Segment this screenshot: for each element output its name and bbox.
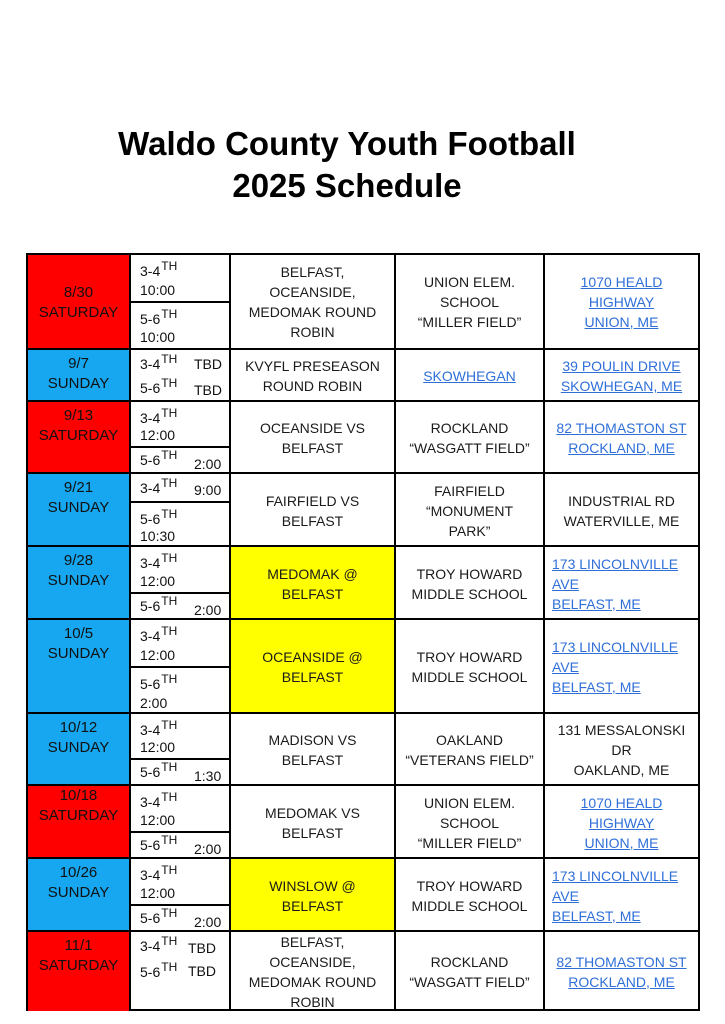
date: 9/28	[63, 552, 94, 569]
age-group: 5-6	[140, 380, 161, 396]
date-cell	[28, 859, 131, 932]
age-suffix: TH	[161, 934, 178, 948]
date: 9/13	[63, 407, 94, 424]
venue-cell	[396, 350, 545, 402]
address-cell	[545, 547, 698, 620]
address-cell	[545, 932, 698, 1011]
date-cell	[28, 350, 131, 402]
time-slot-3-4	[131, 859, 229, 904]
address: 131 MESSALONSKI DR OAKLAND, ME	[557, 722, 686, 778]
times-cell	[131, 620, 231, 714]
time-slot-5-6	[131, 666, 229, 714]
date: 9/7	[68, 355, 89, 372]
day: SUNDAY	[47, 375, 110, 392]
matchup: FAIRFIELD VS BELFAST	[265, 492, 360, 529]
venue: ROCKLAND “WASGATT FIELD”	[409, 420, 530, 456]
time-slot-3-4	[131, 786, 229, 831]
schedule-row	[28, 712, 698, 786]
day: SUNDAY	[47, 499, 110, 516]
times-cell	[131, 932, 231, 1011]
date-cell	[28, 786, 131, 859]
schedule-row	[28, 545, 698, 620]
address-cell	[545, 474, 698, 547]
time-slot-3-4	[131, 474, 229, 501]
address-link[interactable]: 39 POULIN DRIVE SKOWHEGAN, ME	[560, 358, 683, 394]
date: 10/18	[59, 787, 98, 804]
venue-cell	[396, 474, 545, 547]
date: 10/12	[59, 719, 98, 736]
kickoff-time: 2:00	[194, 456, 222, 472]
address-cell	[545, 402, 698, 474]
day: SATURDAY	[38, 427, 119, 444]
schedule-row	[28, 784, 698, 859]
kickoff-time: TBD	[194, 382, 222, 398]
day: SUNDAY	[47, 884, 110, 901]
times-cell	[131, 474, 231, 547]
address-cell	[545, 859, 698, 932]
age-suffix: TH	[161, 476, 178, 490]
venue: ROCKLAND “WASGATT FIELD”	[409, 953, 530, 990]
venue-cell	[396, 932, 545, 1011]
date-cell	[28, 620, 131, 714]
age-suffix: TH	[161, 672, 178, 686]
time-slot-5-6	[131, 758, 229, 786]
address-link[interactable]: 173 LINCOLNVILLE AVE BELFAST, ME	[552, 639, 679, 695]
venue: FAIRFIELD “MONUMENT PARK”	[425, 482, 514, 539]
kickoff-time: 1:30	[194, 768, 222, 784]
age-suffix: TH	[161, 306, 178, 321]
age-suffix: TH	[161, 863, 178, 877]
schedule-row	[28, 348, 698, 402]
age-suffix: TH	[161, 259, 178, 273]
date: 11/1	[64, 937, 93, 954]
age-suffix: TH	[161, 960, 178, 974]
matchup: MEDOMAK VS BELFAST	[265, 804, 360, 841]
venue-cell	[396, 786, 545, 859]
kickoff-time: 10:30	[140, 528, 176, 544]
matchup-cell	[231, 786, 396, 859]
venue: UNION ELEM. SCHOOL “MILLER FIELD”	[417, 794, 522, 851]
day: SATURDAY	[38, 807, 119, 824]
address-cell	[545, 786, 698, 859]
day: SATURDAY	[38, 957, 119, 974]
venue-link[interactable]: SKOWHEGAN	[423, 368, 516, 384]
time-slot-3-4	[131, 714, 229, 758]
kickoff-time: TBD	[188, 963, 216, 979]
age-group: 3-4	[140, 555, 161, 571]
date-cell	[28, 932, 131, 1011]
times-cell	[131, 547, 231, 620]
date: 10/5	[63, 625, 94, 642]
matchup: KVYFL PRESEASON ROUND ROBIN	[245, 358, 380, 394]
times-cell	[131, 859, 231, 932]
matchup: BELFAST, OCEANSIDE, MEDOMAK ROUND ROBIN	[248, 263, 377, 340]
age-group: 3-4	[140, 480, 161, 496]
date: 10/26	[59, 864, 98, 881]
age-group: 3-4	[140, 938, 161, 954]
matchup: MADISON VS BELFAST	[268, 732, 357, 768]
venue-cell	[396, 620, 545, 714]
age-suffix: TH	[161, 624, 178, 638]
age-suffix: TH	[161, 352, 178, 366]
age-group: 5-6	[140, 510, 161, 527]
schedule-subtitle: 2025 Schedule	[232, 167, 462, 204]
venue-cell	[396, 255, 545, 348]
address: INDUSTRIAL RD WATERVILLE, ME	[563, 492, 680, 529]
address-cell	[545, 255, 698, 348]
age-group: 3-4	[140, 628, 161, 644]
day: SUNDAY	[47, 645, 110, 662]
time-slot-3-4	[131, 350, 229, 376]
age-suffix: TH	[161, 593, 178, 608]
kickoff-time: 12:00	[140, 739, 176, 756]
day: SUNDAY	[47, 572, 110, 589]
time-slot-3-4	[131, 932, 229, 958]
schedule-row	[28, 930, 698, 1011]
venue-cell	[396, 402, 545, 474]
matchup-cell	[231, 402, 396, 474]
address-cell	[545, 714, 698, 786]
kickoff-time: 2:00	[194, 602, 222, 618]
age-group: 3-4	[140, 722, 161, 738]
time-slot-5-6	[131, 376, 229, 402]
time-slot-5-6	[131, 301, 229, 349]
age-suffix: TH	[161, 551, 178, 565]
time-slot-5-6	[131, 592, 229, 620]
time-slot-3-4	[131, 255, 229, 301]
date: 8/30	[63, 284, 94, 301]
age-suffix: TH	[161, 406, 178, 420]
venue: TROY HOWARD MIDDLE SCHOOL	[411, 649, 528, 685]
schedule-row	[28, 400, 698, 474]
matchup: OCEANSIDE @ BELFAST	[262, 649, 363, 685]
age-group: 5-6	[140, 764, 161, 781]
time-slot-5-6	[131, 501, 229, 547]
times-cell	[131, 786, 231, 859]
kickoff-time: 12:00	[140, 647, 176, 663]
address-cell	[545, 350, 698, 402]
times-cell	[131, 350, 231, 402]
matchup-cell	[231, 255, 396, 348]
kickoff-time: 12:00	[140, 572, 176, 589]
age-group: 5-6	[140, 310, 161, 327]
address-link[interactable]: 1070 HEALD HIGHWAY UNION, ME	[580, 273, 663, 330]
age-suffix: TH	[161, 448, 178, 463]
kickoff-time: 12:00	[140, 427, 176, 444]
schedule-title: Waldo County Youth Football	[118, 125, 576, 162]
time-slot-3-4	[131, 620, 229, 666]
age-group: 3-4	[140, 263, 161, 279]
kickoff-time: 2:00	[140, 695, 168, 711]
kickoff-time: 10:00	[140, 329, 176, 345]
age-suffix: TH	[161, 832, 178, 847]
address-link[interactable]: 82 THOMASTON ST ROCKLAND, ME	[556, 420, 687, 456]
day: SUNDAY	[47, 739, 110, 756]
kickoff-time: 12:00	[140, 811, 176, 828]
date-cell	[28, 547, 131, 620]
age-group: 3-4	[140, 356, 161, 372]
matchup: OCEANSIDE VS BELFAST	[259, 420, 366, 456]
age-suffix: TH	[161, 718, 178, 732]
age-suffix: TH	[161, 506, 178, 521]
schedule-row	[28, 857, 698, 932]
kickoff-time: 9:00	[194, 481, 222, 498]
time-slot-3-4	[131, 547, 229, 592]
age-group: 3-4	[140, 867, 161, 883]
time-slot-5-6	[131, 904, 229, 932]
age-suffix: TH	[161, 790, 178, 804]
times-cell	[131, 255, 231, 348]
age-suffix: TH	[161, 760, 178, 775]
date-cell	[28, 402, 131, 474]
age-group: 5-6	[140, 964, 161, 980]
matchup: MEDOMAK @ BELFAST	[267, 565, 358, 602]
kickoff-time: 2:00	[194, 841, 222, 857]
age-suffix: TH	[161, 905, 178, 920]
matchup-cell-home	[231, 547, 396, 620]
schedule-row	[28, 255, 698, 348]
age-group: 5-6	[140, 836, 161, 853]
schedule-row	[28, 472, 698, 547]
time-slot-5-6	[131, 446, 229, 474]
venue: OAKLAND “VETERANS FIELD”	[405, 732, 534, 768]
kickoff-time: 2:00	[194, 914, 222, 930]
age-group: 5-6	[140, 909, 161, 926]
kickoff-time: TBD	[194, 356, 222, 372]
venue-cell	[396, 547, 545, 620]
age-suffix: TH	[161, 376, 178, 390]
address-link[interactable]: 82 THOMASTON ST ROCKLAND, ME	[556, 953, 687, 990]
matchup: WINSLOW @ BELFAST	[269, 877, 356, 914]
kickoff-time: TBD	[188, 940, 216, 956]
time-slot-5-6	[131, 958, 229, 1011]
venue-cell	[396, 859, 545, 932]
venue: TROY HOWARD MIDDLE SCHOOL	[411, 877, 528, 914]
age-group: 5-6	[140, 452, 161, 469]
time-slot-5-6	[131, 831, 229, 859]
age-group: 5-6	[140, 597, 161, 614]
venue: UNION ELEM. SCHOOL “MILLER FIELD”	[417, 273, 522, 330]
venue-cell	[396, 714, 545, 786]
venue: TROY HOWARD MIDDLE SCHOOL	[411, 565, 528, 602]
kickoff-time: 12:00	[140, 884, 176, 901]
matchup-cell-home	[231, 859, 396, 932]
date-cell	[28, 474, 131, 547]
age-group: 5-6	[140, 676, 161, 692]
time-slot-3-4	[131, 402, 229, 446]
date-cell	[28, 714, 131, 786]
matchup-cell	[231, 932, 396, 1011]
matchup-cell	[231, 474, 396, 547]
matchup-cell-home	[231, 620, 396, 714]
address-link[interactable]: 173 LINCOLNVILLE AVE BELFAST, ME	[552, 555, 679, 612]
matchup: BELFAST, OCEANSIDE, MEDOMAK ROUND ROBIN	[248, 933, 377, 1010]
address-cell	[545, 620, 698, 714]
schedule-table	[26, 253, 700, 1011]
times-cell	[131, 714, 231, 786]
times-cell	[131, 402, 231, 474]
schedule-row	[28, 618, 698, 714]
date: 9/21	[63, 479, 94, 496]
date-cell	[28, 255, 131, 348]
age-group: 3-4	[140, 410, 161, 426]
matchup-cell	[231, 714, 396, 786]
address-link[interactable]: 173 LINCOLNVILLE AVE BELFAST, ME	[552, 867, 679, 924]
kickoff-time: 10:00	[140, 281, 176, 298]
address-link[interactable]: 1070 HEALD HIGHWAY UNION, ME	[580, 794, 663, 851]
age-group: 3-4	[140, 794, 161, 810]
day: SATURDAY	[38, 304, 119, 321]
matchup-cell	[231, 350, 396, 402]
